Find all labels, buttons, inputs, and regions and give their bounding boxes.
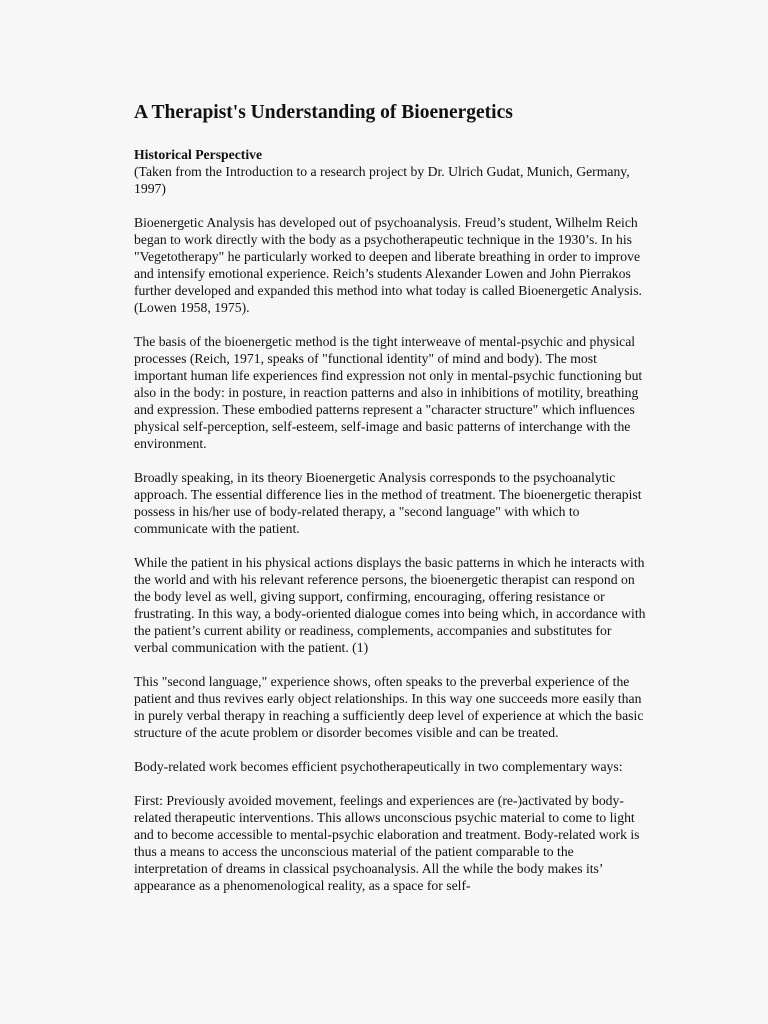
source-note: (Taken from the Introduction to a research project by Dr. Ulrich Gudat, Munich, Germany, 1997) — [134, 164, 630, 196]
paragraph-5: This "second language," experience shows, often speaks to the preverbal experience of the patient and thus revives early object relationships. In this way one succeeds more easily than in purely verbal therapy in reaching a sufficiently deep level of experience at which the basic structure of the acute problem or disorder becomes visible and can be treated. — [134, 674, 644, 740]
paragraph-3: Broadly speaking, in its theory Bioenergetic Analysis corresponds to the psychoanalytic approach. The essential difference lies in the method of treatment. The bioenergetic therapist possess in his/her use of body-related therapy, a "second language" with which to communicate with the patient. — [134, 470, 642, 536]
document-title: A Therapist's Understanding of Bioenergetics — [134, 102, 513, 123]
section-heading: Historical Perspective — [134, 147, 263, 162]
section-header — [134, 146, 646, 197]
paragraph-4: While the patient in his physical actions displays the basic patterns in which he interacts with the world and with his relevant reference persons, the bioenergetic therapist can respond on the body level as well, giving support, confirming, encouraging, offering resistance or frustrating. In this way, a body-oriented dialogue comes into being which, in accordance with the patient’s current ability or readiness, complements, accompanies and substitutes for verbal communication with the patient. (1) — [134, 555, 646, 655]
paragraph-2: The basis of the bioenergetic method is the tight interweave of mental-psychic and physical processes (Reich, 1971, speaks of "functional identity" of mind and body). The most important human life experiences find expression not only in mental-psychic functioning but also in the body: in posture, in reaction patterns and also in inhibitions of motility, breathing and expression. These embodied patterns represent a "character structure" which influences physical self-perception, self-esteem, self-image and basic patterns of interchange with the environment. — [134, 334, 643, 451]
paragraph-7: First: Previously avoided movement, feelings and experiences are (re-)activated by body-related therapeutic interventions. This allows unconscious psychic material to come to light and to become accessible to mental-psychic elaboration and treatment. Body-related work is thus a means to access the unconscious material of the patient comparable to the interpretation of dreams in classical psychoanalysis. All the while the body makes its’ appearance as a phenomenological reality, as a space for self- — [134, 793, 640, 893]
document-page — [134, 100, 646, 911]
paragraph-1: Bioenergetic Analysis has developed out of psychoanalysis. Freud’s student, Wilhelm Reich began to work directly with the body as a psychotherapeutic technique in the 1930’s. In his "Vegetotherapy" he particularly worked to deepen and liberate breathing in order to improve and intensify emotional experience. Reich’s students Alexander Lowen and John Pierrakos further developed and expanded this method into what today is called Bioenergetic Analysis. (Lowen 1958, 1975). — [134, 215, 642, 315]
paragraph-6: Body-related work becomes efficient psychotherapeutically in two complementary ways: — [134, 759, 623, 774]
